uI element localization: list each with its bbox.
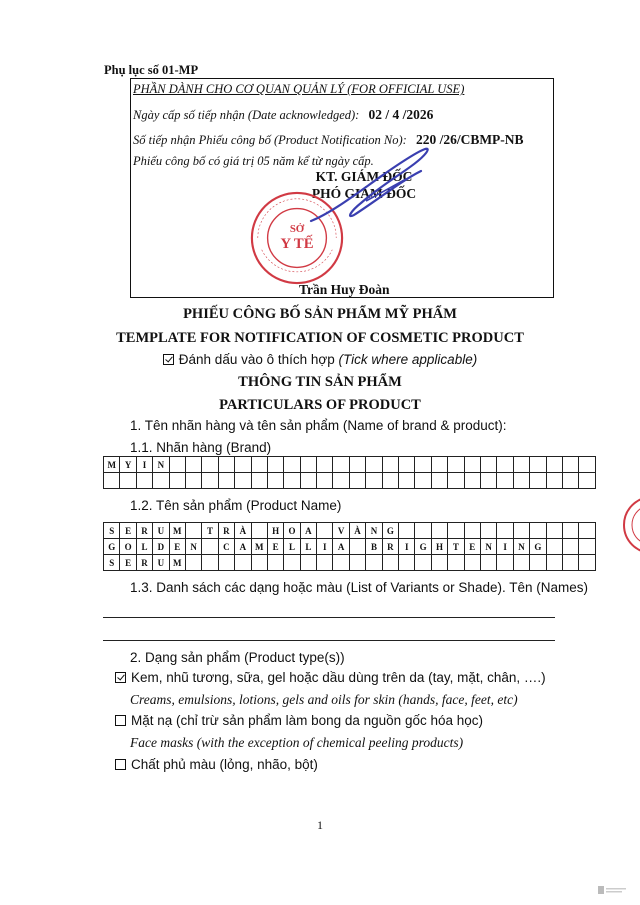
brand-grid-row — [104, 457, 596, 473]
product-grid-cell: G — [530, 539, 546, 555]
product-grid-cell — [333, 555, 349, 571]
product-grid-cell: T — [202, 523, 218, 539]
brand-grid-cell — [185, 473, 201, 489]
sign-title-line2: PHÓ GIÁM ĐỐC — [311, 186, 417, 201]
product-grid-cell: G — [382, 523, 398, 539]
brand-grid-cell — [579, 473, 595, 489]
date-acknowledged-row — [133, 107, 433, 123]
product-grid-cell — [267, 555, 283, 571]
checkbox-icon — [163, 354, 174, 365]
brand-grid-cell — [284, 473, 300, 489]
product-grid-cell: R — [382, 539, 398, 555]
brand-grid-cell — [399, 457, 415, 473]
brand-grid-cell — [251, 473, 267, 489]
product-grid-cell: N — [185, 539, 201, 555]
brand-grid-cell — [530, 457, 546, 473]
brand-grid-cell — [349, 473, 365, 489]
page-number: 1 — [317, 818, 323, 832]
brand-grid-cell — [218, 457, 234, 473]
product-grid-cell: E — [169, 539, 185, 555]
question-1: 1. Tên nhãn hàng và tên sản phẩm (Name of brand & product): — [130, 418, 507, 433]
product-type-2-en: Face masks (with the exception of chemical peeling products) — [130, 735, 464, 750]
product-grid-cell — [448, 555, 464, 571]
brand-grid-cell — [300, 473, 316, 489]
signer-name: Trần Huy Đoàn — [299, 282, 390, 297]
product-type-2-vi: Mặt nạ (chỉ trừ sản phẩm làm bong da nguồn gốc hóa học) — [131, 713, 483, 728]
product-grid-cell — [480, 523, 496, 539]
product-grid-cell: T — [448, 539, 464, 555]
product-grid-cell — [218, 555, 234, 571]
brand-grid-row — [104, 473, 596, 489]
product-type-3-vi: Chất phủ màu (lỏng, nhão, bột) — [131, 757, 318, 772]
brand-grid-cell — [366, 473, 382, 489]
product-grid-cell — [448, 523, 464, 539]
product-grid-cell: L — [284, 539, 300, 555]
tick-instruction-vi: Đánh dấu vào ô thích hợp — [178, 352, 335, 367]
question-1-2: 1.2. Tên sản phẩm (Product Name) — [130, 498, 342, 513]
product-grid-cell — [382, 555, 398, 571]
product-grid-cell — [530, 555, 546, 571]
section-title-en: PARTICULARS OF PRODUCT — [219, 397, 421, 413]
brand-grid-cell — [546, 457, 562, 473]
product-grid-cell — [431, 523, 447, 539]
product-grid-cell — [202, 555, 218, 571]
product-grid-cell — [415, 555, 431, 571]
product-grid-cell — [546, 539, 562, 555]
product-grid-cell — [399, 523, 415, 539]
brand-grid-cell — [300, 457, 316, 473]
brand-grid-cell — [120, 473, 136, 489]
product-grid-cell: O — [120, 539, 136, 555]
brand-grid-cell — [153, 473, 169, 489]
question-1-1: 1.1. Nhãn hàng (Brand) — [130, 440, 272, 455]
brand-grid-cell: M — [104, 457, 120, 473]
signature-scribble — [306, 141, 436, 236]
brand-grid-cell — [333, 473, 349, 489]
product-grid-cell — [530, 523, 546, 539]
product-grid-cell — [562, 539, 578, 555]
product-grid-cell — [366, 555, 382, 571]
brand-grid-cell — [464, 473, 480, 489]
product-grid-cell: À — [235, 523, 251, 539]
product-grid-cell — [464, 523, 480, 539]
brand-grid-cell — [267, 473, 283, 489]
product-grid-cell — [300, 555, 316, 571]
product-grid-cell: V — [333, 523, 349, 539]
brand-grid-cell — [267, 457, 283, 473]
product-grid-cell: À — [349, 523, 365, 539]
brand-grid-cell — [448, 473, 464, 489]
brand-grid-cell — [562, 473, 578, 489]
product-grid-cell: S — [104, 523, 120, 539]
brand-grid-cell — [317, 457, 333, 473]
product-type-3 — [115, 757, 318, 772]
product-grid-cell — [284, 555, 300, 571]
brand-grid-cell — [382, 473, 398, 489]
brand-grid-cell — [448, 457, 464, 473]
product-grid-cell — [251, 555, 267, 571]
product-grid-cell: G — [415, 539, 431, 555]
brand-grid-cell — [169, 473, 185, 489]
product-grid-cell: C — [218, 539, 234, 555]
brand-grid-cell — [136, 473, 152, 489]
product-name-grid — [103, 522, 596, 571]
product-grid-row — [104, 523, 596, 539]
brand-grid-cell — [218, 473, 234, 489]
variants-line-1 — [103, 617, 555, 618]
tick-instruction — [0, 352, 640, 367]
validity-note: Phiếu công bố có giá trị 05 năm kể từ ngày cấp. — [133, 154, 374, 168]
product-type-1-vi: Kem, nhũ tương, sữa, gel hoặc dầu dùng trên da (tay, mặt, chân, ….) — [131, 670, 546, 685]
product-grid-cell: E — [464, 539, 480, 555]
product-type-1 — [115, 670, 546, 685]
brand-grid-cell — [104, 473, 120, 489]
form-title-vi: PHIẾU CÔNG BỐ SẢN PHẨM MỸ PHẨM — [183, 306, 457, 322]
brand-grid-cell — [464, 457, 480, 473]
product-grid-cell: S — [104, 555, 120, 571]
brand-grid-cell — [185, 457, 201, 473]
product-grid-cell — [497, 523, 513, 539]
edge-red-stamp — [622, 480, 640, 570]
section-title-vi: THÔNG TIN SẢN PHẨM — [238, 374, 402, 390]
product-grid-cell — [562, 555, 578, 571]
product-grid-cell — [202, 539, 218, 555]
sign-title-line1: KT. GIÁM ĐỐC — [315, 169, 413, 184]
product-grid-cell — [480, 555, 496, 571]
brand-grid-cell — [235, 473, 251, 489]
official-use-heading: PHẦN DÀNH CHO CƠ QUAN QUẢN LÝ (FOR OFFICIAL USE) — [133, 82, 465, 96]
brand-grid-cell — [382, 457, 398, 473]
brand-grid-cell — [349, 457, 365, 473]
product-grid-cell — [185, 555, 201, 571]
product-grid-cell: M — [251, 539, 267, 555]
brand-grid-cell — [497, 473, 513, 489]
brand-grid — [103, 456, 596, 489]
product-grid-cell: H — [431, 539, 447, 555]
brand-grid-cell — [399, 473, 415, 489]
product-grid-cell — [415, 523, 431, 539]
product-grid-cell — [464, 555, 480, 571]
product-grid-cell: L — [136, 539, 152, 555]
product-grid-cell: I — [497, 539, 513, 555]
stamp-text-top: SỞ — [289, 223, 305, 236]
brand-grid-cell: I — [136, 457, 152, 473]
variants-line-2 — [103, 640, 555, 641]
product-grid-row — [104, 539, 596, 555]
notification-number-label: Số tiếp nhận Phiếu công bố (Product Notification No): — [133, 133, 407, 147]
brand-grid-cell — [169, 457, 185, 473]
brand-grid-cell — [546, 473, 562, 489]
brand-grid-cell — [497, 457, 513, 473]
brand-grid-cell — [562, 457, 578, 473]
brand-grid-cell — [431, 473, 447, 489]
product-grid-cell — [317, 555, 333, 571]
product-grid-cell: H — [267, 523, 283, 539]
brand-grid-cell — [235, 457, 251, 473]
product-grid-cell — [349, 555, 365, 571]
product-grid-cell — [546, 555, 562, 571]
product-grid-cell — [562, 523, 578, 539]
brand-grid-cell — [284, 457, 300, 473]
product-type-1-en: Creams, emulsions, lotions, gels and oils for skin (hands, face, feet, etc) — [130, 692, 518, 707]
question-1-3: 1.3. Danh sách các dạng hoặc màu (List of Variants or Shade). Tên (Names) — [130, 580, 588, 595]
product-grid-cell: R — [136, 523, 152, 539]
official-use-box — [130, 78, 554, 298]
product-grid-cell: U — [153, 523, 169, 539]
brand-grid-cell — [513, 457, 529, 473]
brand-grid-cell — [579, 457, 595, 473]
date-acknowledged-value: 02 / 4 /2026 — [368, 107, 434, 122]
scanner-watermark-icon — [598, 884, 628, 896]
checkbox-empty-icon — [115, 715, 126, 726]
brand-grid-cell — [480, 473, 496, 489]
product-grid-cell: N — [366, 523, 382, 539]
product-grid-cell — [235, 555, 251, 571]
stamp-text-main: Y TẾ — [280, 235, 314, 252]
product-grid-cell: R — [218, 523, 234, 539]
product-grid-row — [104, 555, 596, 571]
form-title-en: TEMPLATE FOR NOTIFICATION OF COSMETIC PRODUCT — [116, 330, 524, 346]
product-grid-cell: N — [480, 539, 496, 555]
product-grid-cell: N — [513, 539, 529, 555]
product-grid-cell — [349, 539, 365, 555]
question-2: 2. Dạng sản phẩm (Product type(s)) — [130, 650, 345, 665]
checkbox-empty-icon — [115, 759, 126, 770]
product-grid-cell — [431, 555, 447, 571]
product-grid-cell: D — [153, 539, 169, 555]
product-grid-cell — [497, 555, 513, 571]
brand-grid-cell — [202, 457, 218, 473]
brand-grid-cell — [415, 457, 431, 473]
product-grid-cell: O — [284, 523, 300, 539]
appendix-label: Phụ lục số 01-MP — [104, 63, 199, 77]
brand-grid-cell — [366, 457, 382, 473]
brand-grid-cell: N — [153, 457, 169, 473]
product-grid-cell: U — [153, 555, 169, 571]
product-grid-cell: A — [333, 539, 349, 555]
product-grid-cell — [579, 523, 595, 539]
brand-grid-cell — [415, 473, 431, 489]
product-grid-cell: E — [120, 523, 136, 539]
product-grid-cell: A — [235, 539, 251, 555]
product-grid-cell: M — [169, 523, 185, 539]
product-grid-cell — [251, 523, 267, 539]
product-grid-cell: I — [317, 539, 333, 555]
tick-instruction-en: (Tick where applicable) — [338, 352, 478, 367]
product-grid-cell — [399, 555, 415, 571]
product-grid-cell: E — [120, 555, 136, 571]
brand-grid-cell — [251, 457, 267, 473]
date-acknowledged-label: Ngày cấp số tiếp nhận (Date acknowledged): — [133, 108, 360, 122]
product-grid-cell — [579, 539, 595, 555]
product-type-2 — [115, 713, 483, 728]
product-grid-cell: R — [136, 555, 152, 571]
product-grid-cell: B — [366, 539, 382, 555]
brand-grid-cell — [513, 473, 529, 489]
product-grid-cell — [513, 555, 529, 571]
product-grid-cell: M — [169, 555, 185, 571]
product-grid-cell: G — [104, 539, 120, 555]
product-grid-cell — [513, 523, 529, 539]
brand-grid-cell — [202, 473, 218, 489]
product-grid-cell — [185, 523, 201, 539]
product-grid-cell — [317, 523, 333, 539]
brand-grid-cell — [333, 457, 349, 473]
brand-grid-cell — [317, 473, 333, 489]
brand-grid-cell — [480, 457, 496, 473]
brand-grid-cell: Y — [120, 457, 136, 473]
product-grid-cell: A — [300, 523, 316, 539]
brand-grid-cell — [431, 457, 447, 473]
product-grid-cell: I — [399, 539, 415, 555]
checkbox-checked-icon — [115, 672, 126, 683]
product-grid-cell — [546, 523, 562, 539]
brand-grid-cell — [530, 473, 546, 489]
notification-number-value: 220 /26/CBMP-NB — [415, 132, 524, 147]
product-grid-cell: L — [300, 539, 316, 555]
product-grid-cell — [579, 555, 595, 571]
product-grid-cell: E — [267, 539, 283, 555]
